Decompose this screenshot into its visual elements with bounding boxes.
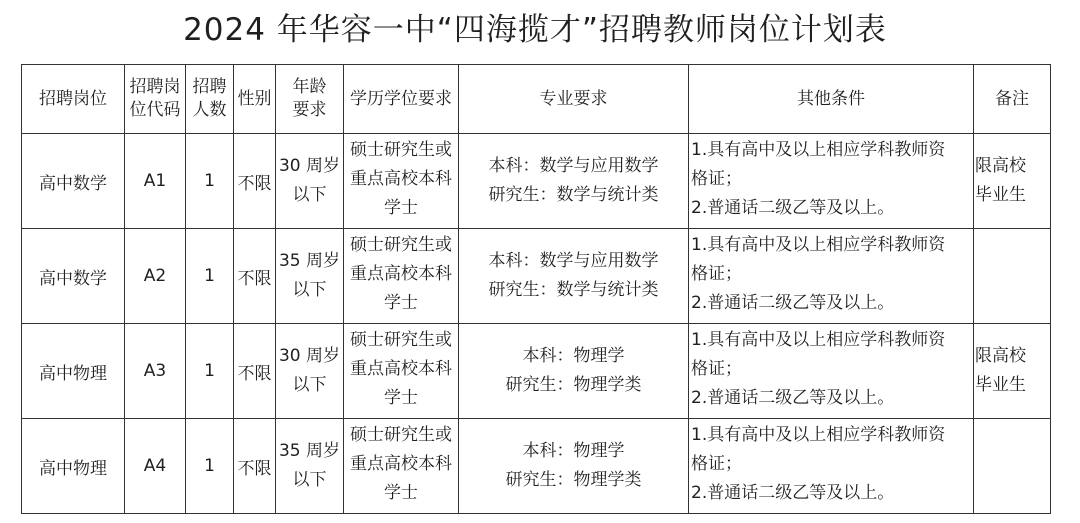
header-position-code: 招聘岗 位代码 bbox=[125, 65, 186, 134]
cell-note bbox=[974, 419, 1051, 514]
cell-major: 本科：物理学 研究生：物理学类 bbox=[459, 324, 689, 419]
cell-age: 30 周岁 以下 bbox=[276, 324, 344, 419]
cell-note: 限高校 毕业生 bbox=[974, 134, 1051, 229]
cell-gender: 不限 bbox=[234, 324, 276, 419]
cell-code: A3 bbox=[125, 324, 186, 419]
cell-other: 1.具有高中及以上相应学科教师资 格证； 2.普通话二级乙等及以上。 bbox=[689, 134, 974, 229]
header-age: 年龄 要求 bbox=[276, 65, 344, 134]
cell-note: 限高校 毕业生 bbox=[974, 324, 1051, 419]
cell-major: 本科：物理学 研究生：物理学类 bbox=[459, 419, 689, 514]
cell-gender: 不限 bbox=[234, 229, 276, 324]
cell-code: A1 bbox=[125, 134, 186, 229]
cell-count: 1 bbox=[186, 134, 234, 229]
cell-gender: 不限 bbox=[234, 134, 276, 229]
cell-education: 硕士研究生或 重点高校本科 学士 bbox=[344, 134, 459, 229]
cell-education: 硕士研究生或 重点高校本科 学士 bbox=[344, 324, 459, 419]
header-gender: 性别 bbox=[234, 65, 276, 134]
header-major: 专业要求 bbox=[459, 65, 689, 134]
header-note: 备注 bbox=[974, 65, 1051, 134]
cell-age: 30 周岁 以下 bbox=[276, 134, 344, 229]
cell-count: 1 bbox=[186, 229, 234, 324]
cell-position: 高中数学 bbox=[22, 229, 125, 324]
cell-gender: 不限 bbox=[234, 419, 276, 514]
cell-position: 高中数学 bbox=[22, 134, 125, 229]
cell-education: 硕士研究生或 重点高校本科 学士 bbox=[344, 229, 459, 324]
cell-position: 高中物理 bbox=[22, 324, 125, 419]
page-title: 2024 年华容一中“四海揽才”招聘教师岗位计划表 bbox=[183, 12, 887, 48]
cell-major: 本科：数学与应用数学 研究生：数学与统计类 bbox=[459, 134, 689, 229]
cell-age: 35 周岁 以下 bbox=[276, 229, 344, 324]
cell-code: A4 bbox=[125, 419, 186, 514]
table-row bbox=[22, 419, 1051, 514]
header-position: 招聘岗位 bbox=[22, 65, 125, 134]
table-row bbox=[22, 134, 1051, 229]
cell-other: 1.具有高中及以上相应学科教师资 格证； 2.普通话二级乙等及以上。 bbox=[689, 229, 974, 324]
cell-note bbox=[974, 229, 1051, 324]
table-row bbox=[22, 324, 1051, 419]
cell-position: 高中物理 bbox=[22, 419, 125, 514]
header-education: 学历学位要求 bbox=[344, 65, 459, 134]
table-header-row bbox=[22, 65, 1051, 134]
cell-count: 1 bbox=[186, 324, 234, 419]
cell-age: 35 周岁 以下 bbox=[276, 419, 344, 514]
cell-code: A2 bbox=[125, 229, 186, 324]
cell-other: 1.具有高中及以上相应学科教师资 格证； 2.普通话二级乙等及以上。 bbox=[689, 324, 974, 419]
header-other: 其他条件 bbox=[689, 65, 974, 134]
cell-count: 1 bbox=[186, 419, 234, 514]
cell-education: 硕士研究生或 重点高校本科 学士 bbox=[344, 419, 459, 514]
header-count: 招聘 人数 bbox=[186, 65, 234, 134]
cell-major: 本科：数学与应用数学 研究生：数学与统计类 bbox=[459, 229, 689, 324]
cell-other: 1.具有高中及以上相应学科教师资 格证； 2.普通话二级乙等及以上。 bbox=[689, 419, 974, 514]
table-row bbox=[22, 229, 1051, 324]
recruitment-plan-table bbox=[21, 64, 1051, 514]
